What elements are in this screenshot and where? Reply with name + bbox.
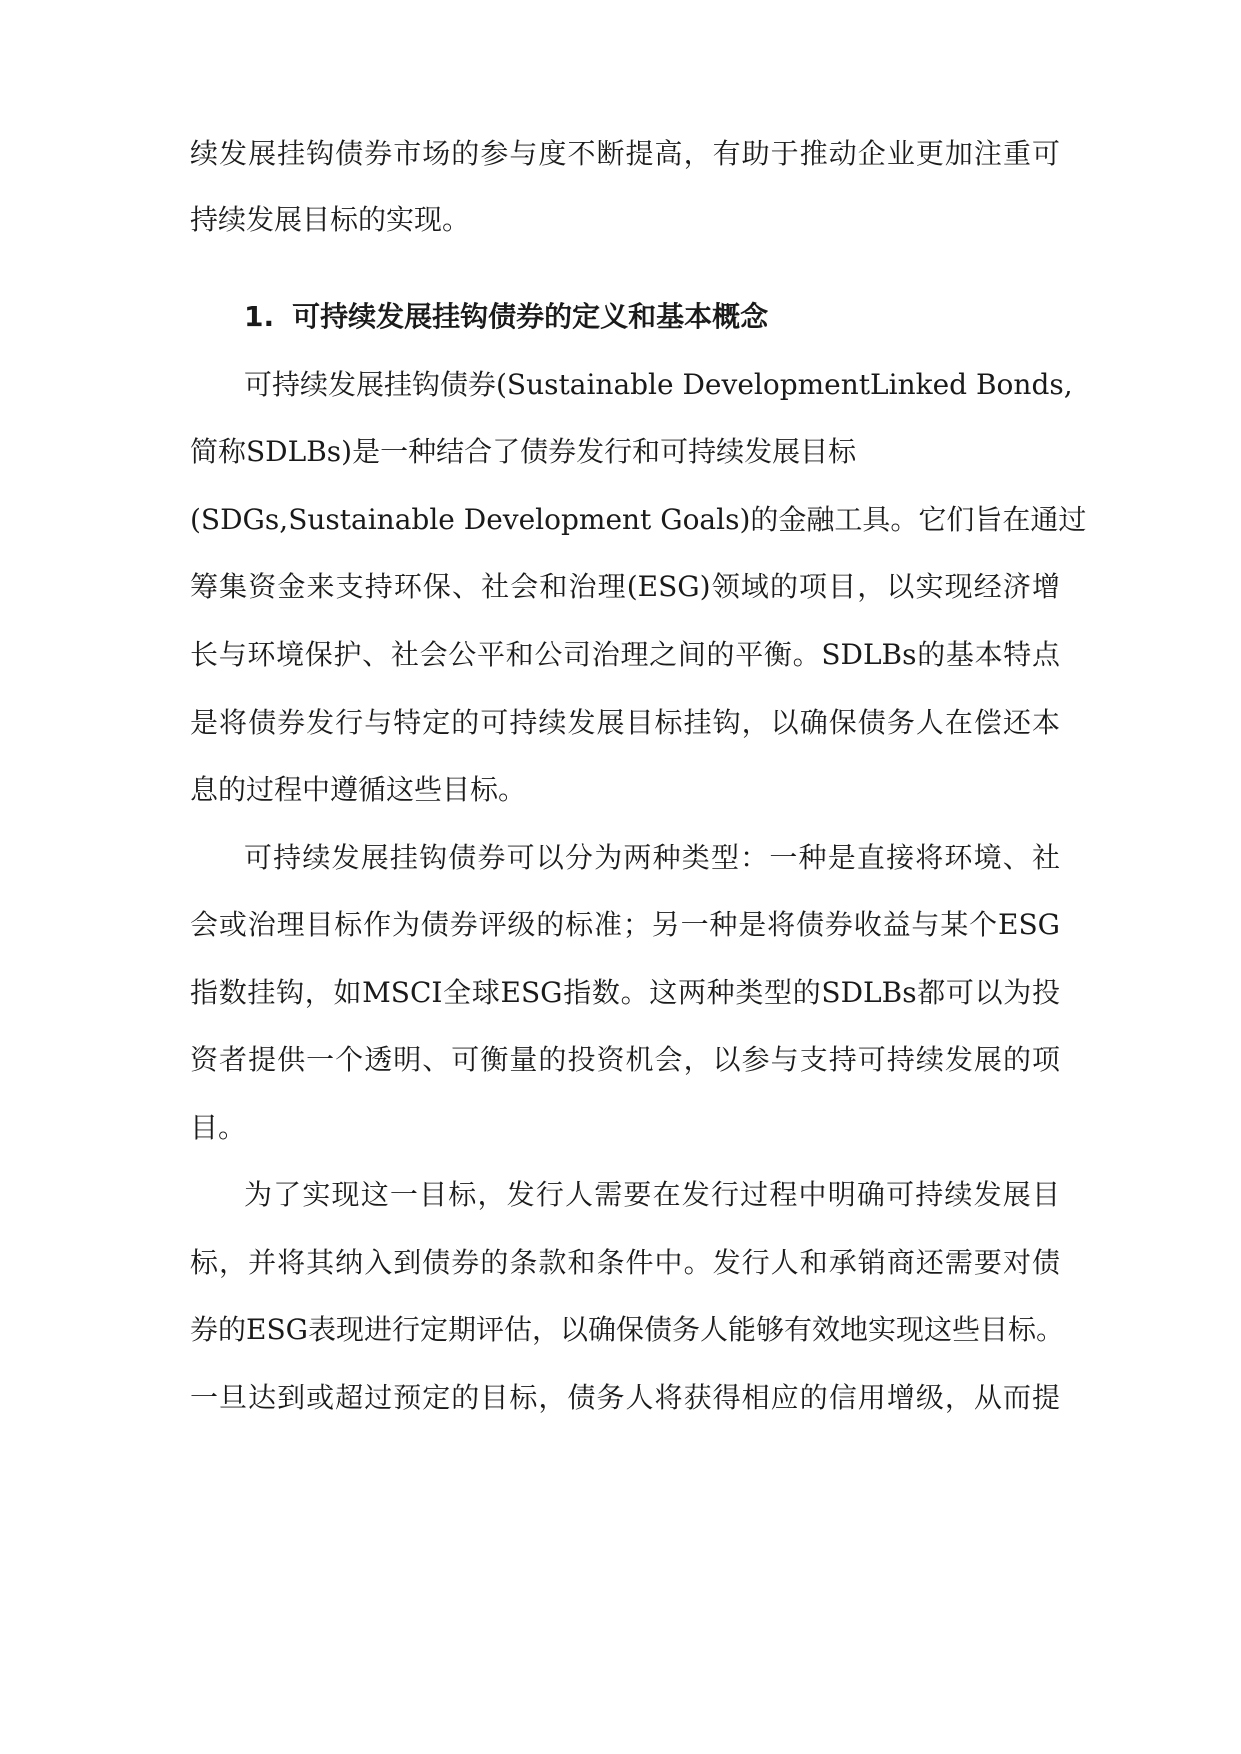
- paragraph-1-line-6: 是将债券发行与特定的可持续发展目标挂钩，以确保债务人在偿还本: [190, 706, 1060, 739]
- paragraph-2-line-1: 可持续发展挂钩债券可以分为两种类型：一种是直接将环境、社: [244, 841, 1060, 874]
- paragraph-1-line-3: (SDGs,Sustainable Development Goals)的金融工具。它们旨在通过: [190, 503, 1087, 536]
- section-heading: [244, 297, 768, 337]
- section-heading-title: 可持续发展挂钩债券的定义和基本概念: [292, 300, 769, 333]
- paragraph-1-line-1: 可持续发展挂钩债券(Sustainable DevelopmentLinked Bonds,: [244, 368, 1073, 401]
- intro-line-1: 续发展挂钩债券市场的参与度不断提高，有助于推动企业更加注重可: [190, 137, 1060, 170]
- intro-line-2: 持续发展目标的实现。: [190, 203, 471, 236]
- paragraph-3-line-4: 一旦达到或超过预定的目标，债务人将获得相应的信用增级，从而提: [190, 1381, 1060, 1414]
- paragraph-3-line-1: 为了实现这一目标，发行人需要在发行过程中明确可持续发展目: [244, 1178, 1060, 1211]
- paragraph-1-line-7: 息的过程中遵循这些目标。: [190, 773, 527, 806]
- paragraph-3-line-3: 券的ESG表现进行定期评估，以确保债务人能够有效地实现这些目标。: [190, 1313, 1064, 1346]
- paragraph-1-line-4: 筹集资金来支持环保、社会和治理(ESG)领域的项目，以实现经济增: [190, 570, 1060, 603]
- paragraph-2-line-2: 会或治理目标作为债券评级的标准；另一种是将债券收益与某个ESG: [190, 908, 1060, 941]
- paragraph-3-line-2: 标，并将其纳入到债券的条款和条件中。发行人和承销商还需要对债: [190, 1246, 1060, 1279]
- paragraph-1-line-2: 简称SDLBs)是一种结合了债券发行和可持续发展目标: [190, 435, 857, 468]
- paragraph-2-line-3: 指数挂钩，如MSCI全球ESG指数。这两种类型的SDLBs都可以为投: [190, 976, 1060, 1009]
- paragraph-2-line-4: 资者提供一个透明、可衡量的投资机会，以参与支持可持续发展的项: [190, 1043, 1060, 1076]
- section-heading-number: 1.: [244, 300, 275, 333]
- paragraph-1-line-5: 长与环境保护、社会公平和公司治理之间的平衡。SDLBs的基本特点: [190, 638, 1060, 671]
- paragraph-2-line-5: 目。: [190, 1111, 247, 1144]
